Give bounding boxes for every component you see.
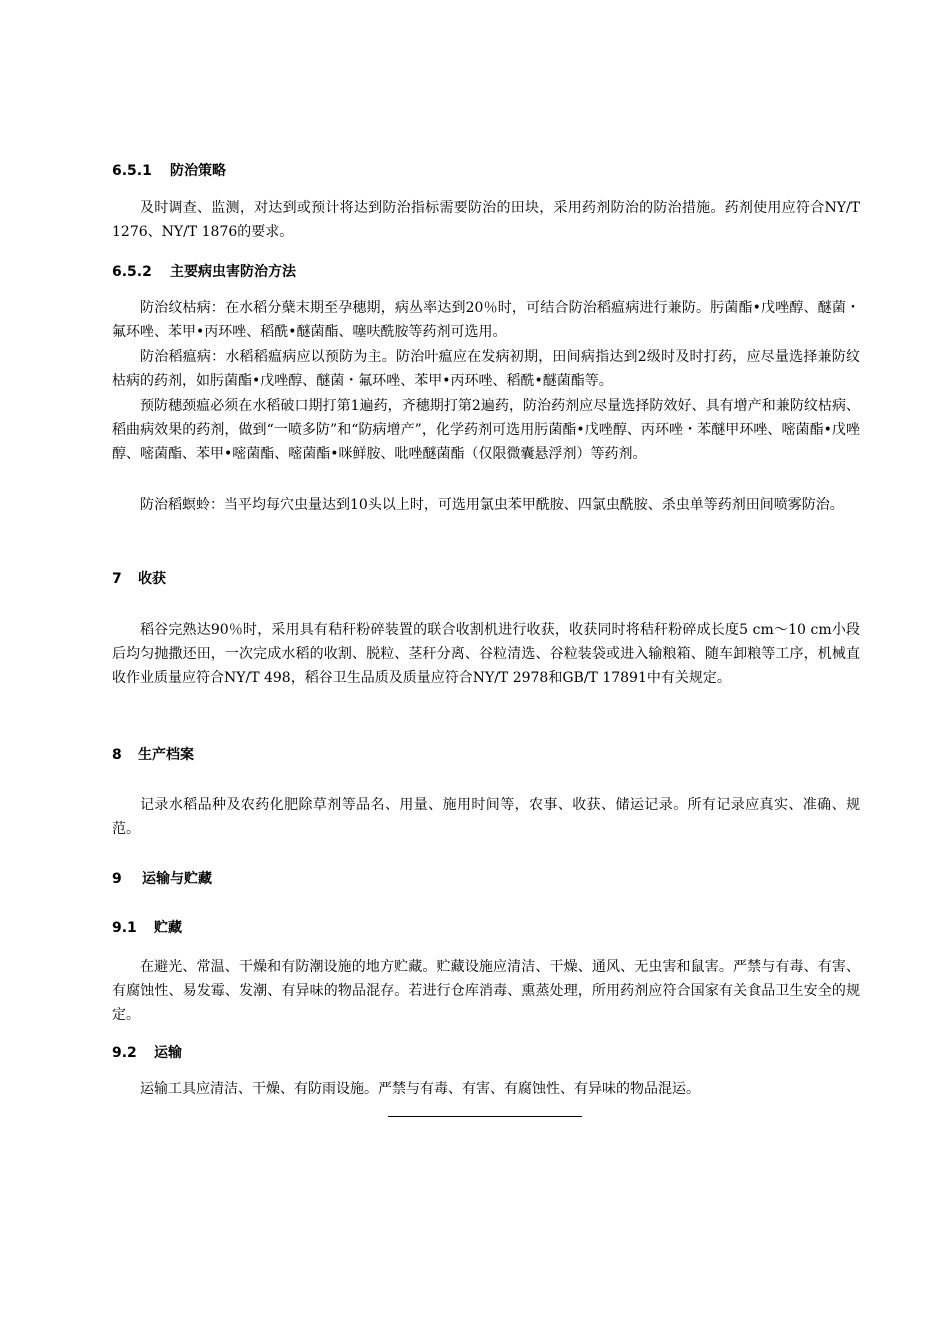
heading-9-2	[112, 1043, 182, 1063]
heading-number: 9.1	[112, 920, 137, 936]
paragraph: 在避光、常温、干燥和有防潮设施的地方贮藏。贮藏设施应清洁、干燥、通风、无虫害和鼠害。严禁与有毒、有害、有腐蚀性、易发霉、发潮、有异味的物品混存。若进行仓库消毒、熏蒸处理，所用药剂应符合国家有关食品卫生安全的规定。	[112, 959, 860, 1023]
heading-6-5-2	[112, 262, 296, 282]
heading-9-1	[112, 918, 182, 938]
heading-title: 运输	[154, 1045, 182, 1061]
paragraph: 运输工具应清洁、干燥、有防雨设施。严禁与有毒、有害、有腐蚀性、有异味的物品混运。	[140, 1081, 700, 1097]
heading-title: 防治策略	[170, 163, 226, 179]
heading-title: 贮藏	[154, 920, 182, 936]
heading-title: 收获	[138, 571, 166, 587]
heading-number: 7	[112, 571, 122, 587]
heading-title: 运输与贮藏	[142, 871, 212, 887]
heading-9	[112, 869, 212, 889]
heading-7	[112, 569, 166, 589]
heading-number: 9	[112, 871, 122, 887]
paragraph: 防治稻瘟病：水稻稻瘟病应以预防为主。防治叶瘟应在发病初期，田间病指达到2级时及时打药，应尽量选择兼防纹枯病的药剂，如肟菌酯•戊唑醇、醚菌・氟环唑、苯甲•丙环唑、稻酰•醚菌酯等。	[112, 349, 860, 389]
heading-number: 9.2	[112, 1045, 137, 1061]
paragraph: 防治纹枯病：在水稻分蘖末期至孕穗期，病丛率达到20％时，可结合防治稻瘟病进行兼防。肟菌酯•戊唑醇、醚菌・氟环唑、苯甲•丙环唑、稻酰•醚菌酯、噻呋酰胺等药剂可选用。	[112, 300, 860, 340]
heading-title: 主要病虫害防治方法	[170, 264, 296, 280]
heading-8	[112, 745, 194, 765]
end-rule	[388, 1116, 582, 1117]
paragraph: 记录水稻品种及农药化肥除草剂等品名、用量、施用时间等，农事、收获、储运记录。所有记录应真实、准确、规范。	[112, 797, 860, 837]
paragraph: 预防穗颈瘟必须在水稻破口期打第1遍药，齐穗期打第2遍药，防治药剂应尽量选择防效好、具有增产和兼防纹枯病、稻曲病效果的药剂，做到“一喷多防”和“防病增产”，化学药剂可选用肟菌酯•戊唑醇、丙环唑・苯醚甲环唑、嘧菌酯•戊唑醇、嘧菌酯、苯甲•嘧菌酯、嘧菌酯•咪鲜胺、吡唑醚菌酯（仅限微囊悬浮剂）等药剂。	[112, 398, 860, 462]
paragraph: 防治稻螟蛉：当平均每穴虫量达到10头以上时，可选用氯虫苯甲酰胺、四氯虫酰胺、杀虫单等药剂田间喷雾防治。	[140, 497, 844, 513]
paragraph: 及时调查、监测，对达到或预计将达到防治指标需要防治的田块，采用药剂防治的防治措施。药剂使用应符合NY/T 1276、NY/T 1876的要求。	[112, 200, 860, 240]
heading-number: 6.5.1	[112, 163, 152, 179]
heading-6-5-1	[112, 161, 226, 181]
heading-title: 生产档案	[138, 747, 194, 763]
heading-number: 6.5.2	[112, 264, 152, 280]
heading-number: 8	[112, 747, 122, 763]
paragraph: 稻谷完熟达90％时，采用具有秸秆粉碎装置的联合收割机进行收获，收获同时将秸秆粉碎成长度5 cm～10 cm小段后均匀抛撒还田，一次完成水稻的收割、脱粒、茎秆分离、谷粒清选、谷粒装袋或进入输粮箱、随车卸粮等工序，机械直收作业质量应符合NY/T 498，稻谷卫生品质及质量应符合NY/T 2978和GB/T 17891中有关规定。	[112, 622, 860, 686]
